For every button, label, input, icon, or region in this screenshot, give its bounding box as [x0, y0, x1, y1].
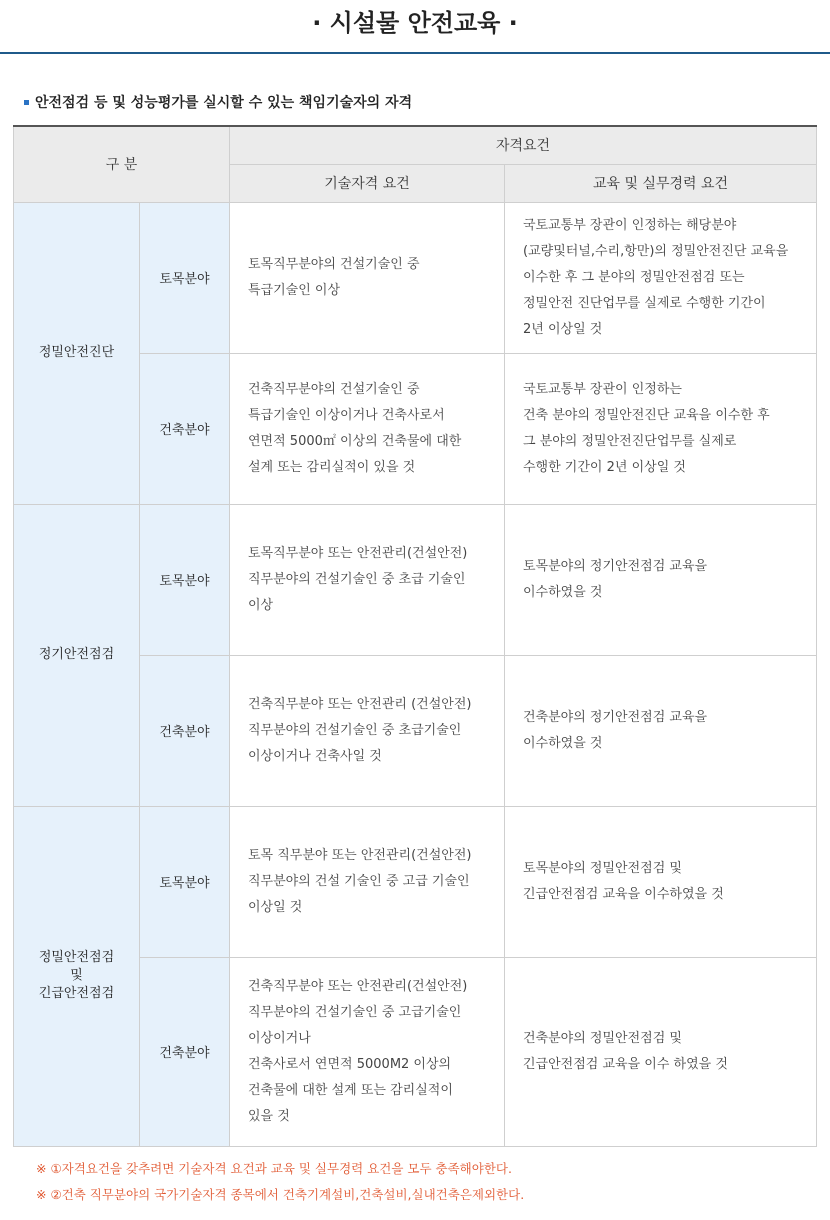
technical-line: 직무분야의 건설 기술인 중 고급 기술인 [248, 873, 470, 889]
field-cell: 건축분야 [140, 353, 230, 504]
technical-requirement-cell [230, 202, 505, 353]
field-cell: 건축분야 [140, 957, 230, 1146]
footnotes [36, 1156, 524, 1208]
technical-line: 있을 것 [248, 1108, 290, 1124]
education-line: (교량및터널,수리,항만)의 정밀안전진단 교육을 [523, 243, 789, 259]
technical-line: 연면적 5000㎡ 이상의 건축물에 대한 [248, 433, 462, 449]
footnote-1: ※ ①자격요건을 갖추려면 기술자격 요건과 교육 및 실무경력 요건을 모두 충족해야한다. [36, 1161, 512, 1176]
technical-line: 설계 또는 감리실적이 있을 것 [248, 459, 416, 475]
technical-requirement-cell [230, 806, 505, 957]
title-divider [0, 52, 830, 54]
category-label: 정기안전점검 [38, 647, 115, 662]
category-cell [14, 806, 140, 1146]
education-line: 건축분야의 정밀안전점검 및 [523, 1030, 682, 1046]
education-line: 긴급안전점검 교육을 이수 하였을 것 [523, 1056, 728, 1072]
technical-line: 이상 [248, 597, 274, 613]
education-line: 이수하였을 것 [523, 584, 603, 600]
section-heading-text: 안전점검 등 및 성능평가를 실시할 수 있는 책임기술자의 자격 [35, 95, 413, 111]
category-cell [14, 202, 140, 504]
technical-line: 직무분야의 건설기술인 중 초급 기술인 [248, 571, 466, 587]
technical-requirement-cell [230, 504, 505, 655]
education-line: 건축 분야의 정밀안전진단 교육을 이수한 후 [523, 407, 770, 423]
technical-line: 토목직무분야의 건설기술인 중 [248, 256, 420, 272]
technical-line: 특급기술인 이상 [248, 282, 341, 298]
technical-line: 이상일 것 [248, 899, 303, 915]
education-line: 이수하였을 것 [523, 735, 603, 751]
technical-requirement-cell [230, 655, 505, 806]
technical-line: 건축사로서 연면적 5000M2 이상의 [248, 1056, 452, 1072]
header-division: 구 분 [14, 126, 230, 202]
technical-line: 이상이거나 [248, 1030, 311, 1046]
page-title: · 시설물 안전교육 · [312, 9, 518, 37]
education-line: 정밀안전 진단업무를 실제로 수행한 기간이 [523, 295, 766, 311]
education-line: 국토교통부 장관이 인정하는 해당분야 [523, 217, 737, 233]
education-line: 수행한 기간이 2년 이상일 것 [523, 459, 686, 475]
education-requirement-cell [505, 957, 817, 1146]
footnote-2: ※ ②건축 직무분야의 국가기술자격 종목에서 건축기계설비,건축설비,실내건축은제외한다. [36, 1187, 525, 1202]
qualification-table [13, 125, 817, 1147]
table-row [14, 806, 817, 957]
technical-line: 건축직무분야 또는 안전관리(건설안전) [248, 978, 468, 994]
technical-line: 특급기술인 이상이거나 건축사로서 [248, 407, 445, 423]
education-requirement-cell [505, 353, 817, 504]
technical-line: 건축직무분야 또는 안전관리 (건설안전) [248, 696, 472, 712]
technical-line: 토목직무분야 또는 안전관리(건설안전) [248, 545, 468, 561]
technical-line: 직무분야의 건설기술인 중 고급기술인 [248, 1004, 462, 1020]
technical-line: 토목 직무분야 또는 안전관리(건설안전) [248, 847, 472, 863]
field-cell: 건축분야 [140, 655, 230, 806]
category-cell [14, 504, 140, 806]
education-requirement-cell [505, 655, 817, 806]
section-heading [24, 92, 412, 112]
technical-line: 건축직무분야의 건설기술인 중 [248, 381, 420, 397]
education-line: 토목분야의 정밀안전점검 및 [523, 860, 682, 876]
table-row [14, 504, 817, 655]
education-requirement-cell [505, 504, 817, 655]
education-line: 그 분야의 정밀안전진단업무를 실제로 [523, 433, 737, 449]
technical-line: 이상이거나 건축사일 것 [248, 748, 382, 764]
technical-requirement-cell [230, 353, 505, 504]
field-cell: 토목분야 [140, 202, 230, 353]
education-line: 긴급안전점검 교육을 이수하였을 것 [523, 886, 724, 902]
category-label: 정밀안전점검 [38, 950, 115, 965]
education-line: 토목분야의 정기안전점검 교육을 [523, 558, 708, 574]
field-cell: 토목분야 [140, 504, 230, 655]
education-line: 건축분야의 정기안전점검 교육을 [523, 709, 708, 725]
category-label: 정밀안전진단 [38, 345, 115, 360]
header-technical: 기술자격 요건 [230, 164, 505, 202]
education-line: 국토교통부 장관이 인정하는 [523, 381, 682, 397]
header-education: 교육 및 실무경력 요건 [505, 164, 817, 202]
education-requirement-cell [505, 806, 817, 957]
header-qualification: 자격요건 [230, 126, 817, 164]
technical-requirement-cell [230, 957, 505, 1146]
technical-line: 직무분야의 건설기술인 중 초급기술인 [248, 722, 462, 738]
square-bullet-icon [24, 100, 29, 105]
field-cell: 토목분야 [140, 806, 230, 957]
technical-line: 건축물에 대한 설계 또는 감리실적이 [248, 1082, 453, 1098]
table-row [14, 202, 817, 353]
education-line: 2년 이상일 것 [523, 321, 603, 337]
education-line: 이수한 후 그 분야의 정밀안전점검 또는 [523, 269, 745, 285]
category-label: 긴급안전점검 [38, 986, 115, 1001]
education-requirement-cell [505, 202, 817, 353]
category-label: 및 [70, 968, 83, 983]
